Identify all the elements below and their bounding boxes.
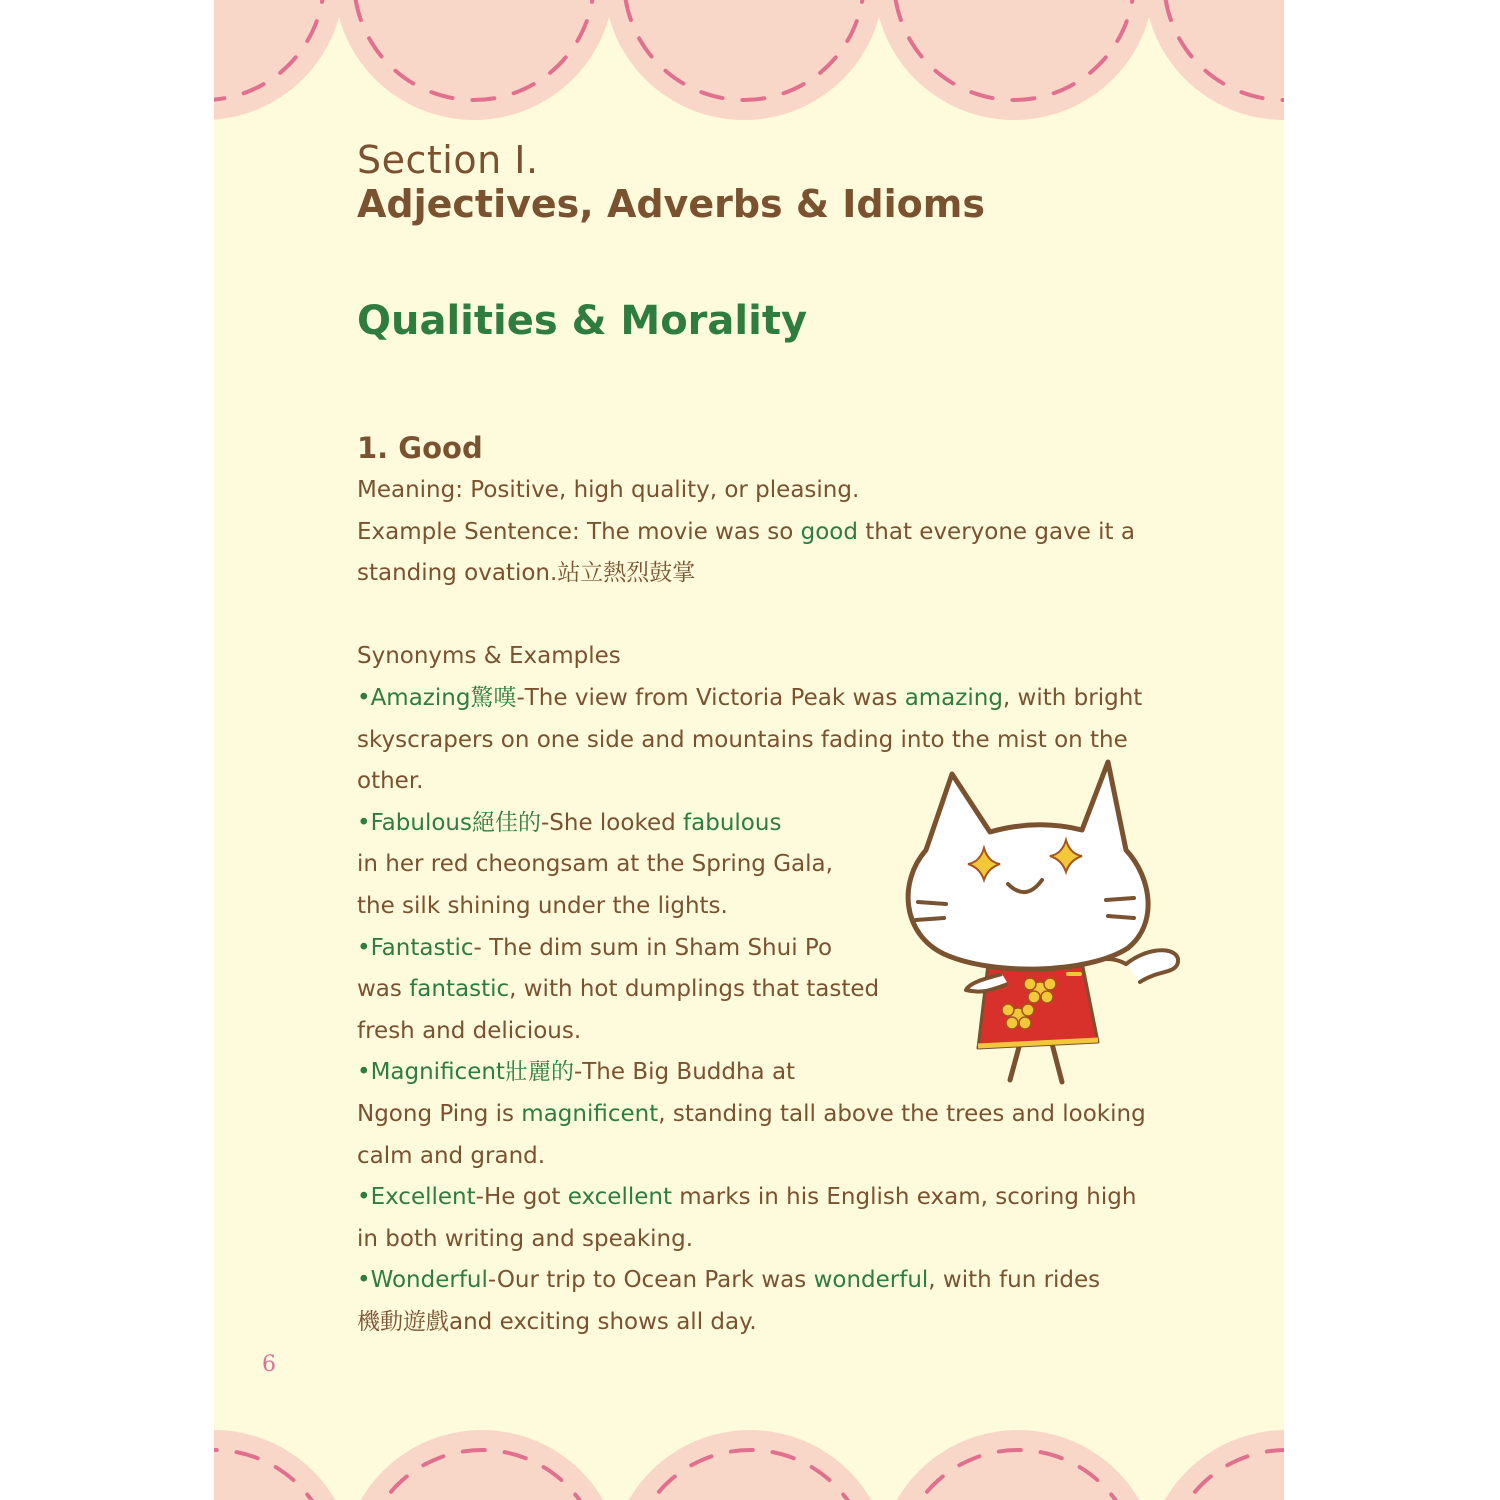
scallop-stitch	[1164, 0, 1284, 100]
book-page	[214, 0, 1284, 1500]
synonyms-heading: Synonyms & Examples	[357, 643, 621, 670]
synonym-text: the silk shining under the lights.	[357, 892, 728, 919]
synonym-text: skyscrapers on one side and mountains fading into the mist on the	[357, 726, 1128, 753]
scallop-stitch	[362, 1450, 602, 1500]
synonym-fabulous: •Fabulous絕佳的-She looked fabulous	[357, 809, 782, 836]
synonym-keyword: amazing	[904, 684, 1003, 711]
synonym-magnificent: •Magnificent壯麗的-The Big Buddha at	[357, 1059, 796, 1086]
synonym-wonderful: •Wonderful-Our trip to Ocean Park was wonderful, with fun rides	[357, 1267, 1101, 1294]
scallop-stitch	[894, 0, 1134, 100]
section-title: Adjectives, Adverbs & Idioms	[357, 182, 985, 226]
example-keyword: good	[800, 518, 858, 545]
synonym-text: 機動遊戲and exciting shows all day.	[357, 1308, 757, 1335]
example-line	[357, 512, 1157, 554]
scallop-stitch	[354, 0, 594, 100]
scallop-stitch	[214, 1450, 334, 1500]
synonym-text: was fantastic, with hot dumplings that tasted	[357, 976, 880, 1003]
scallop	[610, 1430, 890, 1500]
scallop	[604, 0, 884, 120]
scallop-stitch	[630, 1450, 870, 1500]
section-label: Section I.	[357, 138, 539, 182]
scallop	[878, 1430, 1158, 1500]
cat-tail	[1126, 950, 1178, 982]
cat-head	[908, 762, 1148, 969]
synonym-term: •Magnificent壯麗的	[357, 1059, 574, 1086]
example-line-2: standing ovation.站立熱烈鼓掌	[357, 560, 696, 587]
scallop-stitch	[1166, 1450, 1284, 1500]
page-number: 6	[262, 1352, 276, 1377]
synonym-keyword: magnificent	[521, 1100, 659, 1127]
synonym-term: •Fabulous絕佳的	[357, 809, 541, 836]
scallop	[334, 0, 614, 120]
synonym-term: •Wonderful	[357, 1267, 488, 1294]
scallop	[1144, 0, 1284, 120]
example-prefix: Example Sentence: The movie was so	[357, 518, 801, 545]
synonym-text: other.	[357, 768, 424, 795]
synonym-text: Ngong Ping is magnificent, standing tall above the trees and looking	[357, 1100, 1146, 1127]
synonym-term: •Fantastic	[357, 934, 474, 961]
scallop-stitch	[624, 0, 864, 100]
synonym-fantastic: •Fantastic- The dim sum in Sham Shui Po	[357, 934, 833, 961]
bottom-scallop-border	[214, 1410, 1284, 1500]
flower-icon	[1024, 978, 1056, 1003]
example-suffix: that everyone gave it a	[857, 518, 1135, 545]
synonym-text: in her red cheongsam at the Spring Gala,	[357, 851, 833, 878]
synonym-keyword: excellent	[567, 1184, 672, 1211]
scallop	[214, 0, 344, 120]
scallop-stitch	[214, 0, 324, 100]
top-scallop-border	[214, 0, 1284, 130]
scallop	[214, 1430, 354, 1500]
entry-title: 1. Good	[357, 431, 483, 465]
section-heading	[357, 138, 985, 226]
synonym-term: •Excellent	[357, 1184, 476, 1211]
cat-illustration	[890, 752, 1180, 1092]
scallop	[342, 1430, 622, 1500]
topic-title: Qualities & Morality	[357, 298, 808, 344]
synonym-term: •Amazing驚嘆	[357, 684, 517, 711]
synonym-text: fresh and delicious.	[357, 1017, 582, 1044]
scallop	[874, 0, 1154, 120]
flower-icon	[1002, 1004, 1034, 1029]
synonym-excellent: •Excellent-He got excellent marks in his English exam, scoring high	[357, 1184, 1137, 1211]
scallop-stitch	[898, 1450, 1138, 1500]
synonym-amazing: •Amazing驚嘆-The view from Victoria Peak was amazing, with bright	[357, 684, 1143, 711]
synonym-text: calm and grand.	[357, 1142, 546, 1169]
synonym-text: in both writing and speaking.	[357, 1225, 694, 1252]
meaning-line: Meaning: Positive, high quality, or pleasing.	[357, 477, 860, 503]
scallop	[1146, 1430, 1284, 1500]
synonym-keyword: fantastic	[409, 976, 510, 1003]
synonym-keyword: fabulous	[683, 809, 782, 836]
synonym-keyword: wonderful	[813, 1267, 929, 1294]
